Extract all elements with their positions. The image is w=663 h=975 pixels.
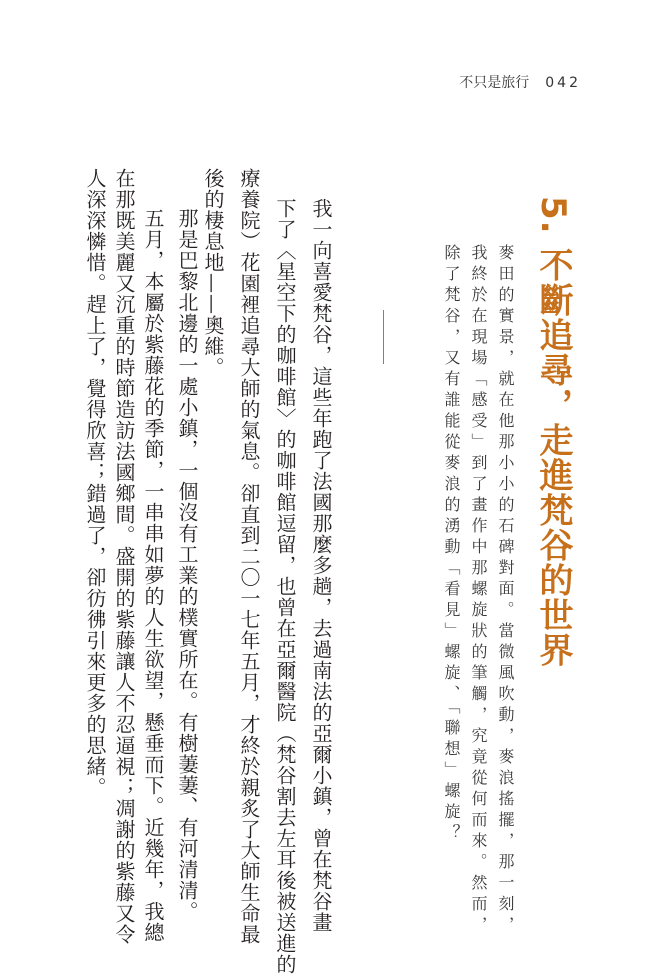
body-line: 人深深憐惜。趕上了，覺得欣喜；錯過了，卻彷彿引來更多的思緒。 xyxy=(83,168,107,798)
intro-line: 麥田的實景，就在他那小小的石碑對面。當微風吹動，麥浪搖擺，那一刻， xyxy=(496,244,515,937)
body-line: 下了〈星空下的咖啡館〉的咖啡館逗留，也曾在亞爾醫院（梵谷割去左耳後被送進的 xyxy=(273,198,297,975)
body-line: 後的棲息地——奧維。 xyxy=(201,168,225,378)
intro-line: 除了梵谷，又有誰能從麥浪的湧動「看見」螺旋、「聯想」螺旋？ xyxy=(442,244,461,845)
body-line: 我一向喜愛梵谷，這些年跑了法國那麼多趟，去過南法的亞爾小鎮，曾在梵谷畫 xyxy=(309,198,333,933)
intro-line: 我終於在現場「感受」到了畫作中那螺旋狀的筆觸，究竟從何而來。然而， xyxy=(469,244,488,937)
page-number: 042 xyxy=(545,75,581,91)
body-line: 在那既美麗又沉重的時節造訪法國鄉間。盛開的紫藤讓人不忍逼視；凋謝的紫藤又令 xyxy=(112,168,136,945)
book-title: 不只是旅行 xyxy=(459,75,530,91)
body-line: 那是巴黎北邊的一處小鎮，一個沒有工業的樸實所在。有樹萋萋、有河清清。 xyxy=(175,208,199,922)
running-header xyxy=(459,72,581,92)
section-title: 5. 不斷追尋，走進梵谷的世界 xyxy=(533,196,573,668)
body-line: 五月，本屬於紫藤花的季節，一串串如夢的人生欲望，懸垂而下。近幾年，我總 xyxy=(141,208,165,943)
body-line: 療養院）花園裡追尋大師的氣息。卻直到二〇一七年五月，才終於親炙了大師生命最 xyxy=(237,168,261,945)
accent-divider xyxy=(383,310,384,364)
